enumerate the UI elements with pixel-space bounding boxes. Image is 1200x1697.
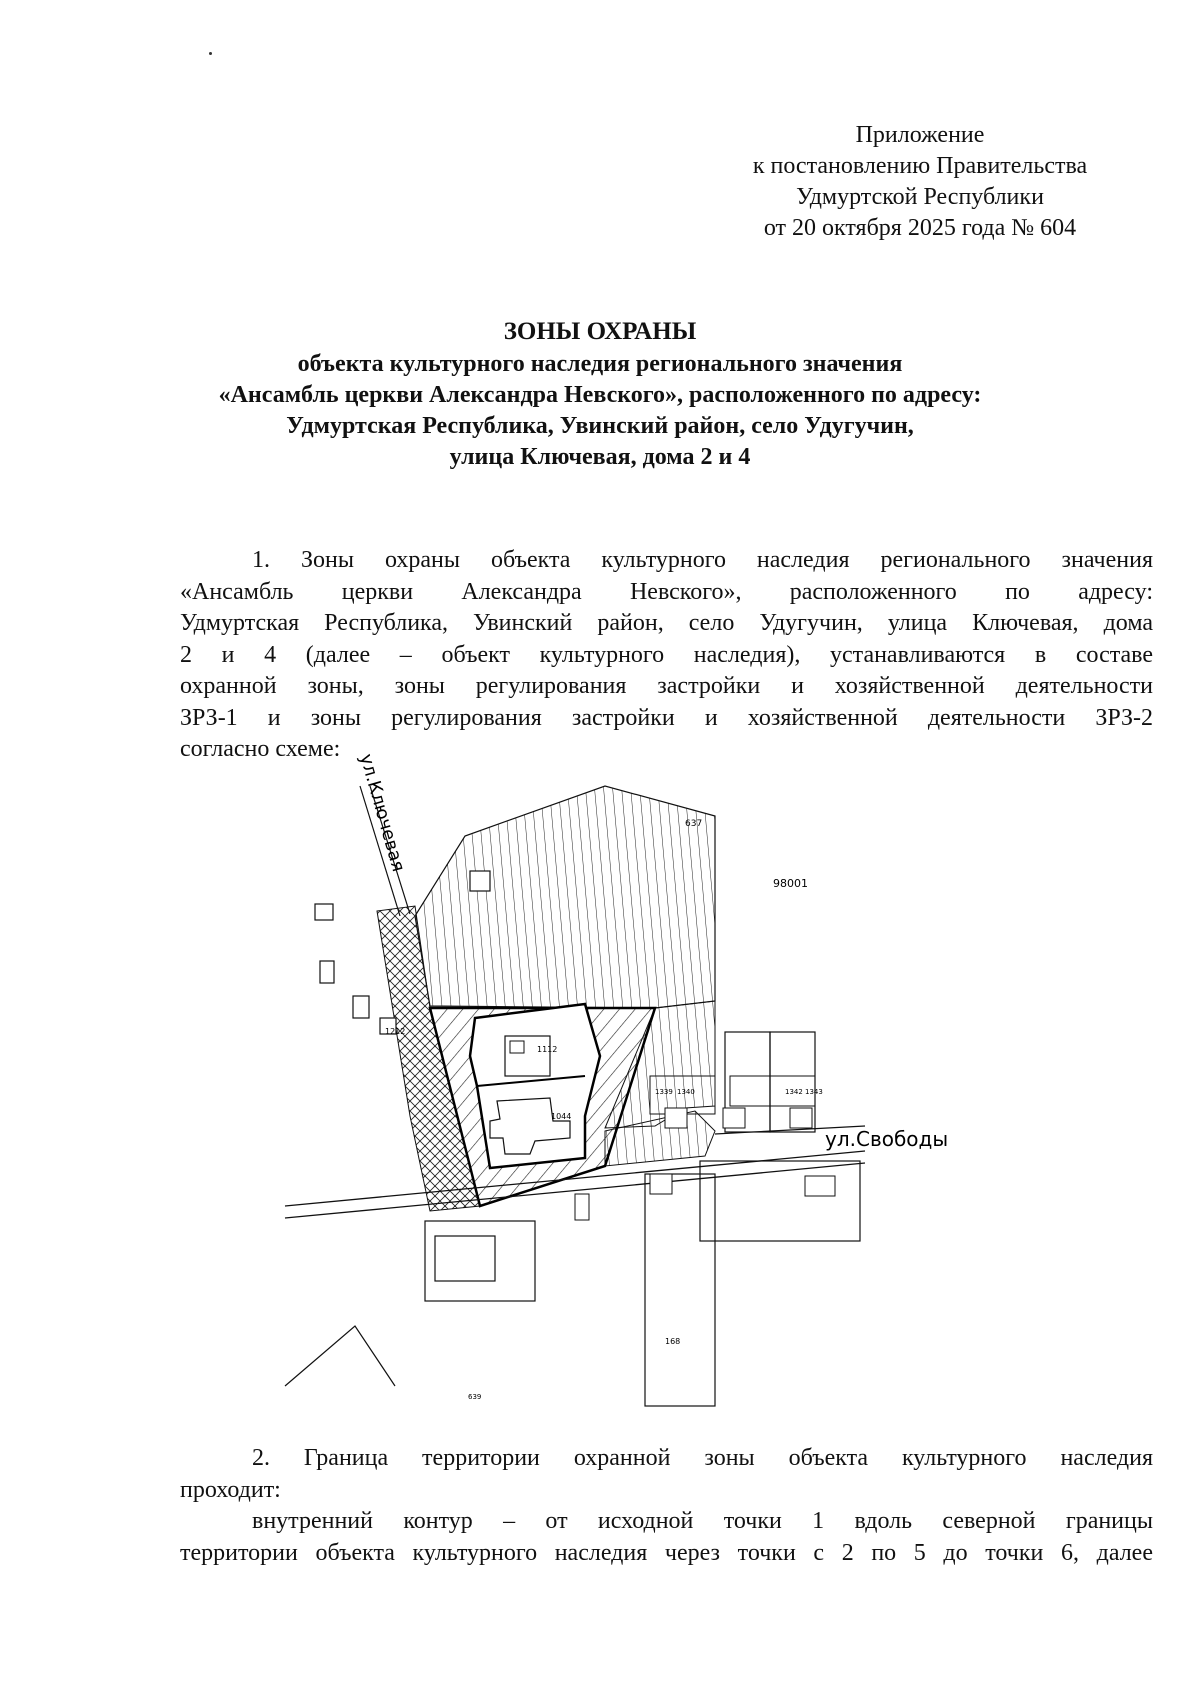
parcel-168 [645,1174,715,1406]
paragraph-line: 1. Зоны охраны объекта культурного наследия регионального значения [252,547,1153,573]
house [435,1236,495,1281]
paragraph-line: ЗРЗ-1 и зоны регулирования застройки и хозяйственной деятельности ЗРЗ-2 [180,704,1153,731]
parcel-label: 1342 [785,1088,803,1096]
zone-scheme-map [305,751,949,1406]
paragraph-line: охранной зоны, зоны регулирования застройки и хозяйственной деятельности [180,673,1153,699]
parcel-label: 1343 [805,1088,823,1096]
paragraph-line: проходит: [180,1476,281,1503]
house [353,996,369,1018]
building-annex [510,1041,524,1053]
paragraph-line: «Ансамбль церкви Александра Невского», расположенного по адресу: [180,578,1153,605]
appendix-line: Приложение [855,122,985,148]
house [575,1194,589,1220]
paragraph-line: территории объекта культурного наследия через точки с 2 по 5 до точки 6, далее [180,1539,1153,1566]
house [723,1108,745,1128]
parcel-label: 1212 [385,1027,406,1036]
paragraph-line: 2 и 4 (далее – объект культурного наследия), устанавливаются в составе [180,641,1153,668]
paragraph-line: внутренний контур – от исходной точки 1 вдоль северной границы [252,1508,1153,1534]
parcel-line [285,1326,395,1386]
title-main: ЗОНЫ ОХРАНЫ [503,318,697,345]
parcel-label: 1340 [677,1088,695,1096]
house [650,1174,672,1194]
house [320,961,334,983]
house [315,904,333,920]
zrz-north-zone [415,786,715,1008]
scan-speck [209,52,212,55]
parcel-label: 98001 [773,877,808,890]
title-subline: объекта культурного наследия регионального значения [297,351,903,377]
title-subline: Удмуртская Республика, Увинский район, село Удугучин, [286,413,914,439]
section-2-paragraph [180,1443,1153,1569]
appendix-line: от 20 октября 2025 года № 604 [763,215,1077,241]
parcel-label: 637 [685,819,703,829]
parcel-label: 1339 [655,1088,673,1096]
appendix-header [700,120,1140,244]
appendix-line: к постановлению Правительства [752,153,1088,179]
house [790,1108,812,1128]
parcel-label: 639 [468,1393,482,1401]
parcel-label: 1112 [537,1045,558,1054]
house [470,871,490,891]
street-label-svobody: ул.Свободы [825,1127,949,1151]
house [805,1176,835,1196]
heritage-inner-contour [470,1004,600,1168]
paragraph-line: 2. Граница территории охранной зоны объекта культурного наследия [252,1445,1153,1471]
title-subline: «Ансамбль церкви Александра Невского», расположенного по адресу: [218,382,982,408]
section-1-paragraph [180,545,1153,766]
parcel-label: 1044 [551,1112,572,1121]
parcel-label: 168 [665,1337,681,1346]
appendix-line: Удмуртской Республики [796,184,1044,210]
title-subline: улица Ключевая, дома 2 и 4 [449,444,751,470]
document-title [150,316,1050,473]
paragraph-line: согласно схеме: [180,736,341,762]
parcel-south [700,1161,860,1241]
house [665,1108,687,1128]
paragraph-line: Удмуртская Республика, Увинский район, село Удугучин, улица Ключевая, дома [180,610,1153,636]
street-label-kluchevaya: ул.Ключевая [355,751,409,875]
